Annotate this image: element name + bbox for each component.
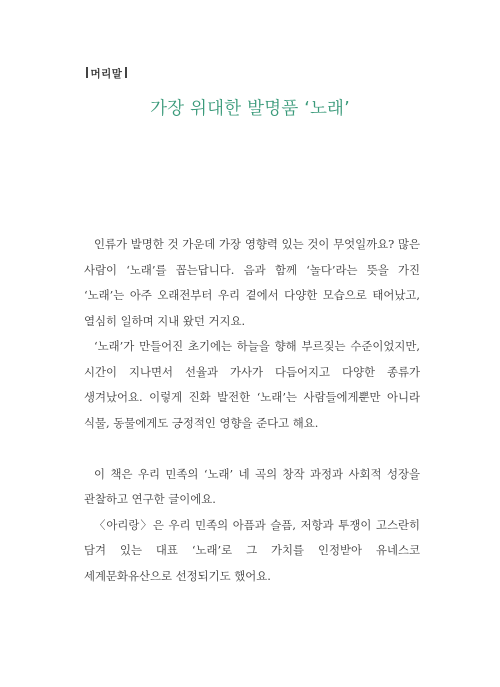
paragraph-3: 이 책은 우리 민족의 ‘노래’ 네 곡의 창작 과정과 사회적 성장을 관찰하고 연구한 글이에요. <box>84 466 420 506</box>
paragraph-2: ‘노래’가 만들어진 초기에는 하늘을 향해 부르짖는 수준이었지만, 시간이 지나면서 선율과 가사가 다듬어지고 다양한 종류가 생겨났어요. 이렇게 진화 발전한 ‘노래’는 사람들에게뿐만 아니라 식물, 동물에게도 긍정적인 영향을 준다고 해요. <box>84 339 420 430</box>
tag-bar-right <box>125 67 127 78</box>
body-text <box>84 232 420 589</box>
paragraph-4: 〈아리랑〉은 우리 민족의 아픔과 슬픔, 저항과 투쟁이 고스란히 담겨 있는 대표 ‘노래’로 그 가치를 인정받아 유네스코 세계문화유산으로 선정되기도 했어요. <box>84 517 420 583</box>
section-tag-label: 머리말 <box>90 68 123 80</box>
paragraph-1: 인류가 발명한 것 가운데 가장 영향력 있는 것이 무엇일까요? 많은 사람이 ‘노래’를 꼽는답니다. 음과 함께 ‘놀다’라는 뜻을 가진 ‘노래’는 아주 오래전부터 우리 곁에서 다양한 모습으로 태어났고, 열심히 일하며 지내 왔던 거지요. <box>84 237 420 328</box>
tag-bar-left <box>86 67 88 78</box>
chapter-title: 가장 위대한 발명품 ‘노래’ <box>150 99 350 119</box>
section-tag <box>83 66 130 81</box>
